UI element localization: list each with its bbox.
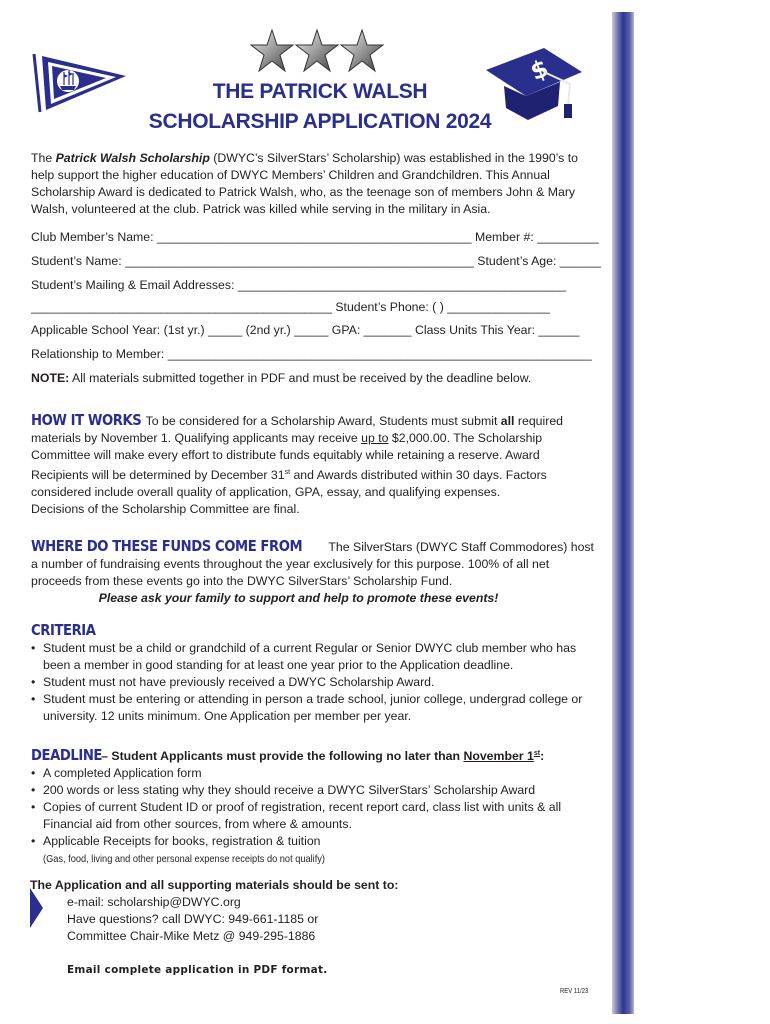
receipts-footnote: (Gas, food, living and other personal expense receipts do not qualify): [43, 853, 325, 866]
criteria-item: • Student must be a child or grandchild of a current Regular or Senior DWYC club member who has been a member in good standing for at least one year prior to the Application deadline.: [31, 640, 596, 674]
contact-chair: Committee Chair-Mike Metz @ 949-295-1886: [67, 929, 316, 943]
deadline-heading: DEADLINE: [31, 746, 103, 765]
scholarship-name: Patrick Walsh Scholarship: [55, 151, 210, 165]
svg-text:$: $: [526, 53, 553, 87]
school-year-field[interactable]: Applicable School Year: (1st yr.) _____ (2nd yr.) _____ GPA: _______ Class Units This Year: ______: [31, 323, 580, 337]
where-funds-section: WHERE DO THESE FUNDS COME FROM The SilverStars (DWYC Staff Commodores) host a number of fundraising events throughout the year exclusively for this purpose. 100% of all net proceeds from these events go into the DWYC SilverStars’ Scholarship Fund. Please ask your family to support and help to promote these events!: [31, 538, 596, 607]
how-it-works-section: HOW IT WORKS To be considered for a Scholarship Award, Students must submit all required materials by November 1. Qualifying applicants may receive up to $2,000.00. The Scholarship Committee will make every effort to distribute funds equitably while retaining a reserve. Award Recipients will be determined by December 31st and Awards distributed within 30 days. Factors considered include overall quality of application, GPA, essay, and qualifying expenses. Decisions of the Scholarship Committee are final.: [31, 411, 564, 517]
note: NOTE: All materials submitted together in PDF and must be received by the deadline below.: [31, 371, 532, 385]
page-title-line2: SCHOLARSHIP APPLICATION 2024: [148, 110, 492, 133]
criteria-heading: CRITERIA: [31, 621, 96, 639]
support-appeal: Please ask your family to support and help to promote these events!: [98, 591, 499, 605]
contact-email[interactable]: e-mail: scholarship@DWYC.org: [67, 895, 241, 909]
deadline-item: • Copies of current Student ID or proof of registration, recent report card, class list with units & all Financial aid from other sources, from where & amounts.: [31, 799, 596, 833]
three-stars-icon: [250, 28, 384, 76]
criteria-item: • Student must not have previously received a DWYC Scholarship Award.: [31, 674, 596, 691]
page-title-line1: THE PATRICK WALSH: [212, 80, 428, 103]
contact-heading: The Application and all supporting materials should be sent to:: [30, 878, 399, 892]
deadline-item: • 200 words or less stating why they should receive a DWYC SilverStars’ Scholarship Award: [31, 782, 596, 799]
deadline-item: • A completed Application form: [31, 765, 596, 782]
where-funds-heading: WHERE DO THESE FUNDS COME FROM: [31, 537, 303, 555]
relationship-field[interactable]: Relationship to Member: ______________________________________________________________: [31, 347, 592, 361]
student-phone-field[interactable]: ____________________________________________ Student’s Phone: ( ) _______________: [31, 300, 550, 314]
mailing-address-field[interactable]: Student’s Mailing & Email Addresses: ________________________________________________: [31, 278, 567, 292]
decorative-side-stripe: [612, 12, 634, 1014]
revision-label: REV 11/23: [560, 988, 589, 995]
contact-section: [30, 877, 398, 945]
criteria-item: • Student must be entering or attending in person a trade school, junior college, undergrad college or university. 12 units minimum. One Application per member per year.: [31, 691, 596, 725]
club-member-field[interactable]: Club Member’s Name: ______________________________________________ Member #: _________: [31, 230, 599, 244]
how-it-works-heading: HOW IT WORKS: [31, 411, 142, 429]
student-name-field[interactable]: Student’s Name: ___________________________________________________ Student’s Age: ______: [31, 254, 601, 268]
intro-paragraph: The Patrick Walsh Scholarship (DWYC’s SilverStars’ Scholarship) was established in the 1990’s to help support the higher education of DWYC Members’ Children and Grandchildren. This Annual Scholarship Award is dedicated to Patrick Walsh, who, as the teenage son of members John & Mary Walsh, volunteered at the club. Patrick was killed while serving in the military in Asia.: [31, 151, 578, 216]
deadline-item: • Applicable Receipts for books, registration & tuition: [31, 833, 596, 850]
deadline-section: DEADLINE – Student Applicants must provide the following no later than November 1st: • A completed Application form • 200 words or less stating why they should receive a DWYC SilverStars’ Scholarship Award • Copies of current Student ID or proof of registration, recent report card, class list with units & all Financial aid from other sources, from where & amounts. • Applicable Receipts for books, registration & tuition (Gas, food, living and other personal expense receipts do not qualify): [31, 745, 596, 868]
contact-questions: Have questions? call DWYC: 949-661-1185 or: [67, 912, 319, 926]
criteria-section: [31, 622, 596, 725]
email-complete-instruction: Email complete application in PDF format.: [67, 963, 328, 976]
